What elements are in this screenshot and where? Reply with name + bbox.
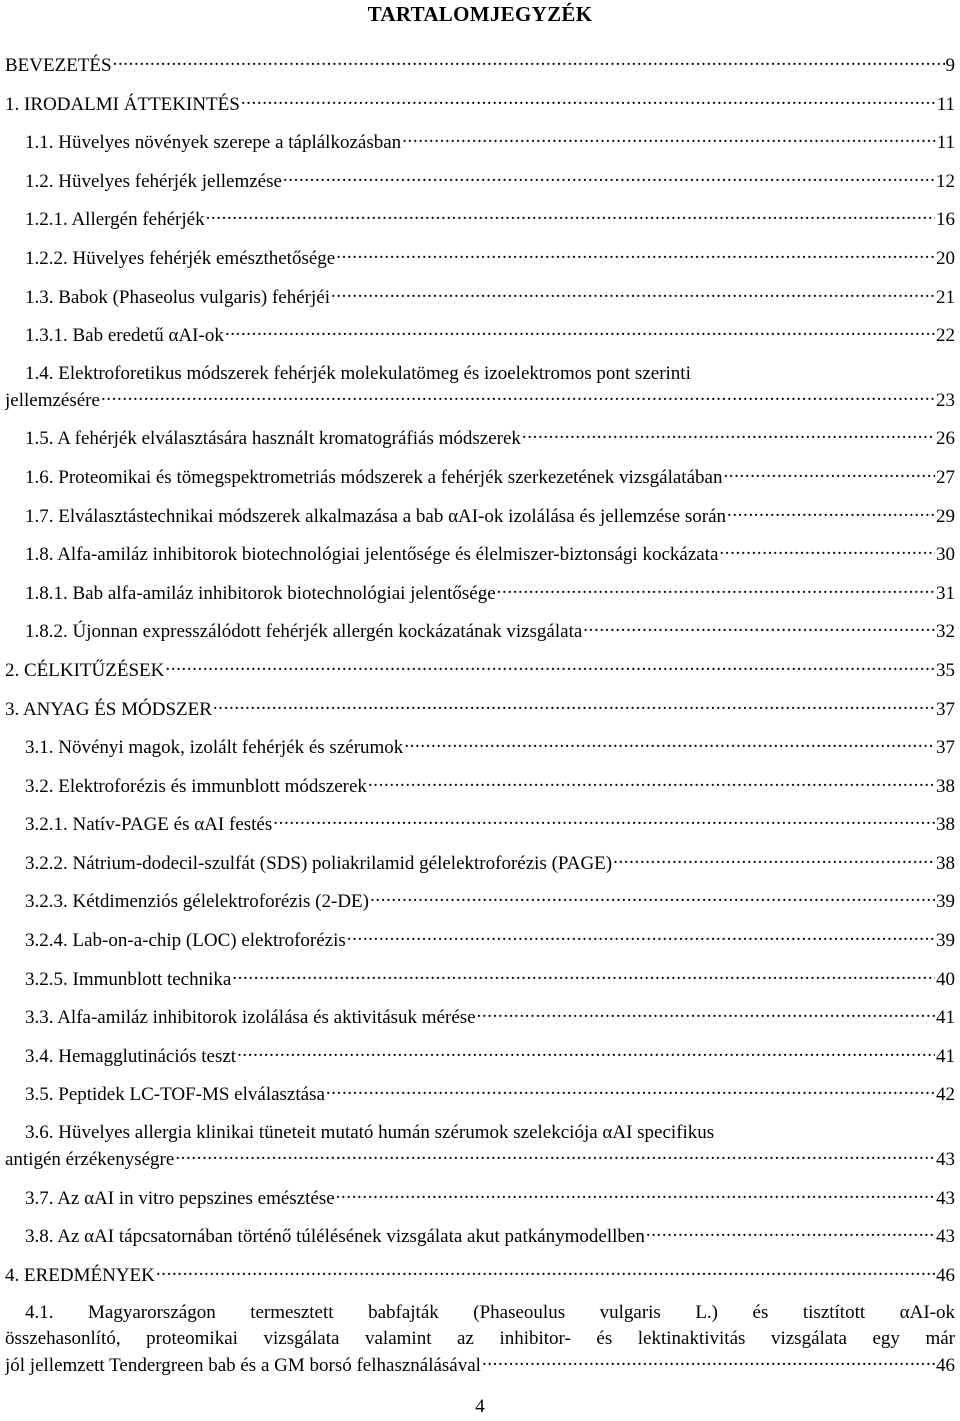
toc-entry-title: 3.2.4. Lab-on-a-chip (LOC) elektroforézis (25, 930, 346, 952)
toc-entry-title: 3.1. Növényi magok, izolált fehérjék és szérumok (25, 737, 404, 759)
toc-entry-title: 1.1. Hüvelyes növények szerepe a táplálkozásban (25, 132, 402, 154)
toc-entry[interactable] (5, 1081, 955, 1108)
dot-leader (101, 387, 935, 406)
toc-entry-page: 32 (936, 621, 955, 643)
toc-entry-title: 3.7. Az αAI in vitro pepszines emésztése (25, 1187, 335, 1209)
toc-entry[interactable] (5, 1223, 955, 1250)
toc-entry-title: 1.5. A fehérjék elválasztására használt kromatográfiás módszerek (25, 428, 521, 450)
toc-entry-title: antigén érzékenységre (5, 1149, 175, 1171)
toc-entry-page: 21 (936, 286, 955, 308)
toc-entry[interactable] (5, 850, 955, 877)
toc-entry-page: 30 (936, 544, 955, 566)
toc-entry-text-line: 3.6. Hüvelyes allergia klinikai tüneteit mutató humán szérumok szelekciója αAI specifikus (25, 1122, 715, 1144)
toc-entry-page: 12 (936, 170, 955, 192)
toc-entry-text-line: összehasonlító, proteomikai vizsgálata valamint az inhibitor- és lektinaktivitás vizsgálata egy már (5, 1328, 955, 1350)
toc-entry-page: 39 (936, 891, 955, 913)
toc-entry-page: 43 (936, 1226, 955, 1248)
dot-leader (482, 1352, 935, 1371)
toc-entry[interactable] (5, 541, 955, 568)
toc-entry-text-line: 4.1. Magyarországon termesztett babfajták (Phaseoulus vulgaris L.) és tisztított αAI-ok (25, 1302, 955, 1324)
toc-entry-title: 3.2.5. Immunblott technika (25, 968, 232, 990)
toc-entry-page: 42 (936, 1084, 955, 1106)
toc-entry-page: 41 (936, 1045, 955, 1067)
toc-entry[interactable] (5, 52, 955, 79)
dot-leader (273, 811, 935, 830)
dot-leader (206, 206, 935, 225)
toc-entry-page: 31 (936, 582, 955, 604)
toc-entry-page: 29 (936, 505, 955, 527)
toc-entry-page: 43 (936, 1187, 955, 1209)
toc-entry-title: jellemzésére (5, 389, 100, 411)
toc-entry-page: 11 (936, 132, 955, 154)
toc-entry-page: 39 (936, 930, 955, 952)
dot-leader (727, 503, 935, 522)
toc-entry-page: 35 (936, 659, 955, 681)
toc-entry-page: 38 (936, 852, 955, 874)
toc-entry[interactable] (5, 1043, 955, 1070)
dot-leader (165, 657, 935, 676)
dot-leader (156, 1262, 935, 1281)
dot-leader (283, 168, 935, 187)
dot-leader (723, 464, 935, 483)
toc-entry-title: 3.2. Elektroforézis és immunblott módszerek (25, 775, 367, 797)
toc-entry[interactable] (5, 206, 955, 233)
toc-entry-page: 27 (936, 466, 955, 488)
toc-entry[interactable] (5, 1262, 955, 1289)
toc-entry[interactable] (5, 1120, 955, 1173)
toc-entry-title: 3.2.2. Nátrium-dodecil-szulfát (SDS) poliakrilamid gélelektroforézis (PAGE) (25, 852, 613, 874)
dot-leader (326, 1081, 935, 1100)
toc-entry[interactable] (5, 657, 955, 684)
dot-leader (646, 1223, 935, 1242)
toc-entry[interactable] (5, 966, 955, 993)
toc-entry-title: 1.6. Proteomikai és tömegspektrometriás módszerek a fehérjék szerkezetének vizsgálatában (25, 466, 723, 488)
toc-entry[interactable] (5, 91, 955, 118)
toc-entry-page: 37 (936, 698, 955, 720)
toc-entry-page: 43 (936, 1149, 955, 1171)
toc-entry[interactable] (5, 1185, 955, 1212)
dot-leader (404, 734, 935, 753)
toc-entry-title: 3.8. Az αAI tápcsatornában történő túlélésének vizsgálata akut patkánymodellben (25, 1226, 645, 1248)
dot-leader (497, 580, 935, 599)
dot-leader (213, 696, 935, 715)
toc-entry-page: 40 (936, 968, 955, 990)
dot-leader (347, 927, 935, 946)
toc-entry-title: 1.2. Hüvelyes fehérjék jellemzése (25, 170, 282, 192)
toc-entry[interactable] (5, 1004, 955, 1031)
toc-list (5, 52, 955, 1391)
toc-entry-text-line: 1.4. Elektroforetikus módszerek fehérjék molekulatömeg és izoelektromos pont szerinti (25, 362, 691, 384)
toc-entry-page: 41 (936, 1007, 955, 1029)
dot-leader (522, 425, 935, 444)
toc-entry[interactable] (5, 773, 955, 800)
dot-leader (175, 1146, 935, 1165)
toc-entry-title: 1. IRODALMI ÁTTEKINTÉS (5, 93, 240, 115)
toc-entry[interactable] (5, 425, 955, 452)
toc-entry-page: 38 (936, 775, 955, 797)
toc-title: TARTALOMJEGYZÉK (367, 2, 593, 26)
toc-entry-title: 3.2.3. Kétdimenziós gélelektroforézis (2-DE) (25, 891, 369, 913)
toc-entry[interactable] (5, 734, 955, 761)
toc-entry[interactable] (5, 888, 955, 915)
toc-entry-title: jól jellemzett Tendergreen bab és a GM borsó felhasználásával (5, 1355, 481, 1377)
dot-leader (719, 541, 935, 560)
toc-entry-page: 22 (936, 325, 955, 347)
toc-entry-page: 46 (936, 1264, 955, 1286)
toc-entry-title: 2. CÉLKITŰZÉSEK (5, 659, 165, 681)
toc-entry[interactable] (5, 696, 955, 723)
toc-entry-title: 1.8. Alfa-amiláz inhibitorok biotechnológiai jelentősége és élelmiszer-biztonsági kockázata (25, 544, 719, 566)
toc-entry-title: 4. EREDMÉNYEK (5, 1264, 155, 1286)
dot-leader (232, 966, 935, 985)
toc-entry-page: 26 (936, 428, 955, 450)
toc-entry-page: 38 (936, 814, 955, 836)
toc-entry[interactable] (5, 618, 955, 645)
dot-leader (241, 91, 936, 110)
toc-entry-title: 1.3. Babok (Phaseolus vulgaris) fehérjéi (25, 286, 330, 308)
dot-leader (336, 1185, 935, 1204)
toc-entry-title: 3.3. Alfa-amiláz inhibitorok izolálása és aktivitásuk mérése (25, 1007, 476, 1029)
toc-entry-title: 3. ANYAG ÉS MÓDSZER (5, 698, 212, 720)
toc-entry-title: 1.8.2. Újonnan expresszálódott fehérjék allergén kockázatának vizsgálata (25, 621, 583, 643)
toc-entry[interactable] (5, 168, 955, 195)
toc-entry-page: 16 (936, 209, 955, 231)
toc-entry-title: BEVEZETÉS (5, 55, 112, 76)
dot-leader (113, 52, 945, 71)
toc-entry[interactable] (5, 322, 955, 349)
dot-leader (225, 322, 935, 341)
page-number: 4 (475, 1396, 485, 1417)
dot-leader (336, 245, 935, 264)
toc-entry[interactable] (5, 284, 955, 311)
toc-entry-page: 23 (936, 389, 955, 411)
toc-entry-page: 46 (936, 1355, 955, 1377)
toc-entry-title: 1.7. Elválasztástechnikai módszerek alkalmazása a bab αAI-ok izolálása és jellemzése során (25, 505, 727, 527)
dot-leader (583, 618, 935, 637)
toc-entry[interactable] (5, 361, 955, 414)
toc-entry[interactable] (5, 1300, 955, 1379)
toc-entry-title: 3.2.1. Natív-PAGE és αAI festés (25, 814, 273, 836)
toc-entry[interactable] (5, 464, 955, 491)
toc-entry-title: 1.8.1. Bab alfa-amiláz inhibitorok biotechnológiai jelentősége (25, 582, 496, 604)
dot-leader (402, 129, 936, 148)
dot-leader (331, 284, 935, 303)
dot-leader (370, 888, 935, 907)
toc-entry-title: 1.2.2. Hüvelyes fehérjék emészthetősége (25, 247, 336, 269)
toc-entry[interactable] (5, 580, 955, 607)
toc-entry-title: 3.4. Hemagglutinációs teszt (25, 1045, 237, 1067)
toc-entry[interactable] (5, 503, 955, 530)
toc-entry-page: 9 (945, 55, 955, 76)
dot-leader (368, 773, 935, 792)
toc-entry[interactable] (5, 811, 955, 838)
toc-entry-title: 1.3.1. Bab eredetű αAI-ok (25, 325, 224, 347)
dot-leader (477, 1004, 935, 1023)
toc-entry-page: 37 (936, 737, 955, 759)
toc-entry-title: 1.2.1. Allergén fehérjék (25, 209, 205, 231)
dot-leader (613, 850, 935, 869)
toc-entry[interactable] (5, 245, 955, 272)
toc-entry-title: 3.5. Peptidek LC-TOF-MS elválasztása (25, 1084, 325, 1106)
dot-leader (237, 1043, 935, 1062)
toc-entry-page: 20 (936, 247, 955, 269)
toc-entry[interactable] (5, 129, 955, 156)
toc-entry-page: 11 (936, 93, 955, 115)
toc-entry[interactable] (5, 927, 955, 954)
